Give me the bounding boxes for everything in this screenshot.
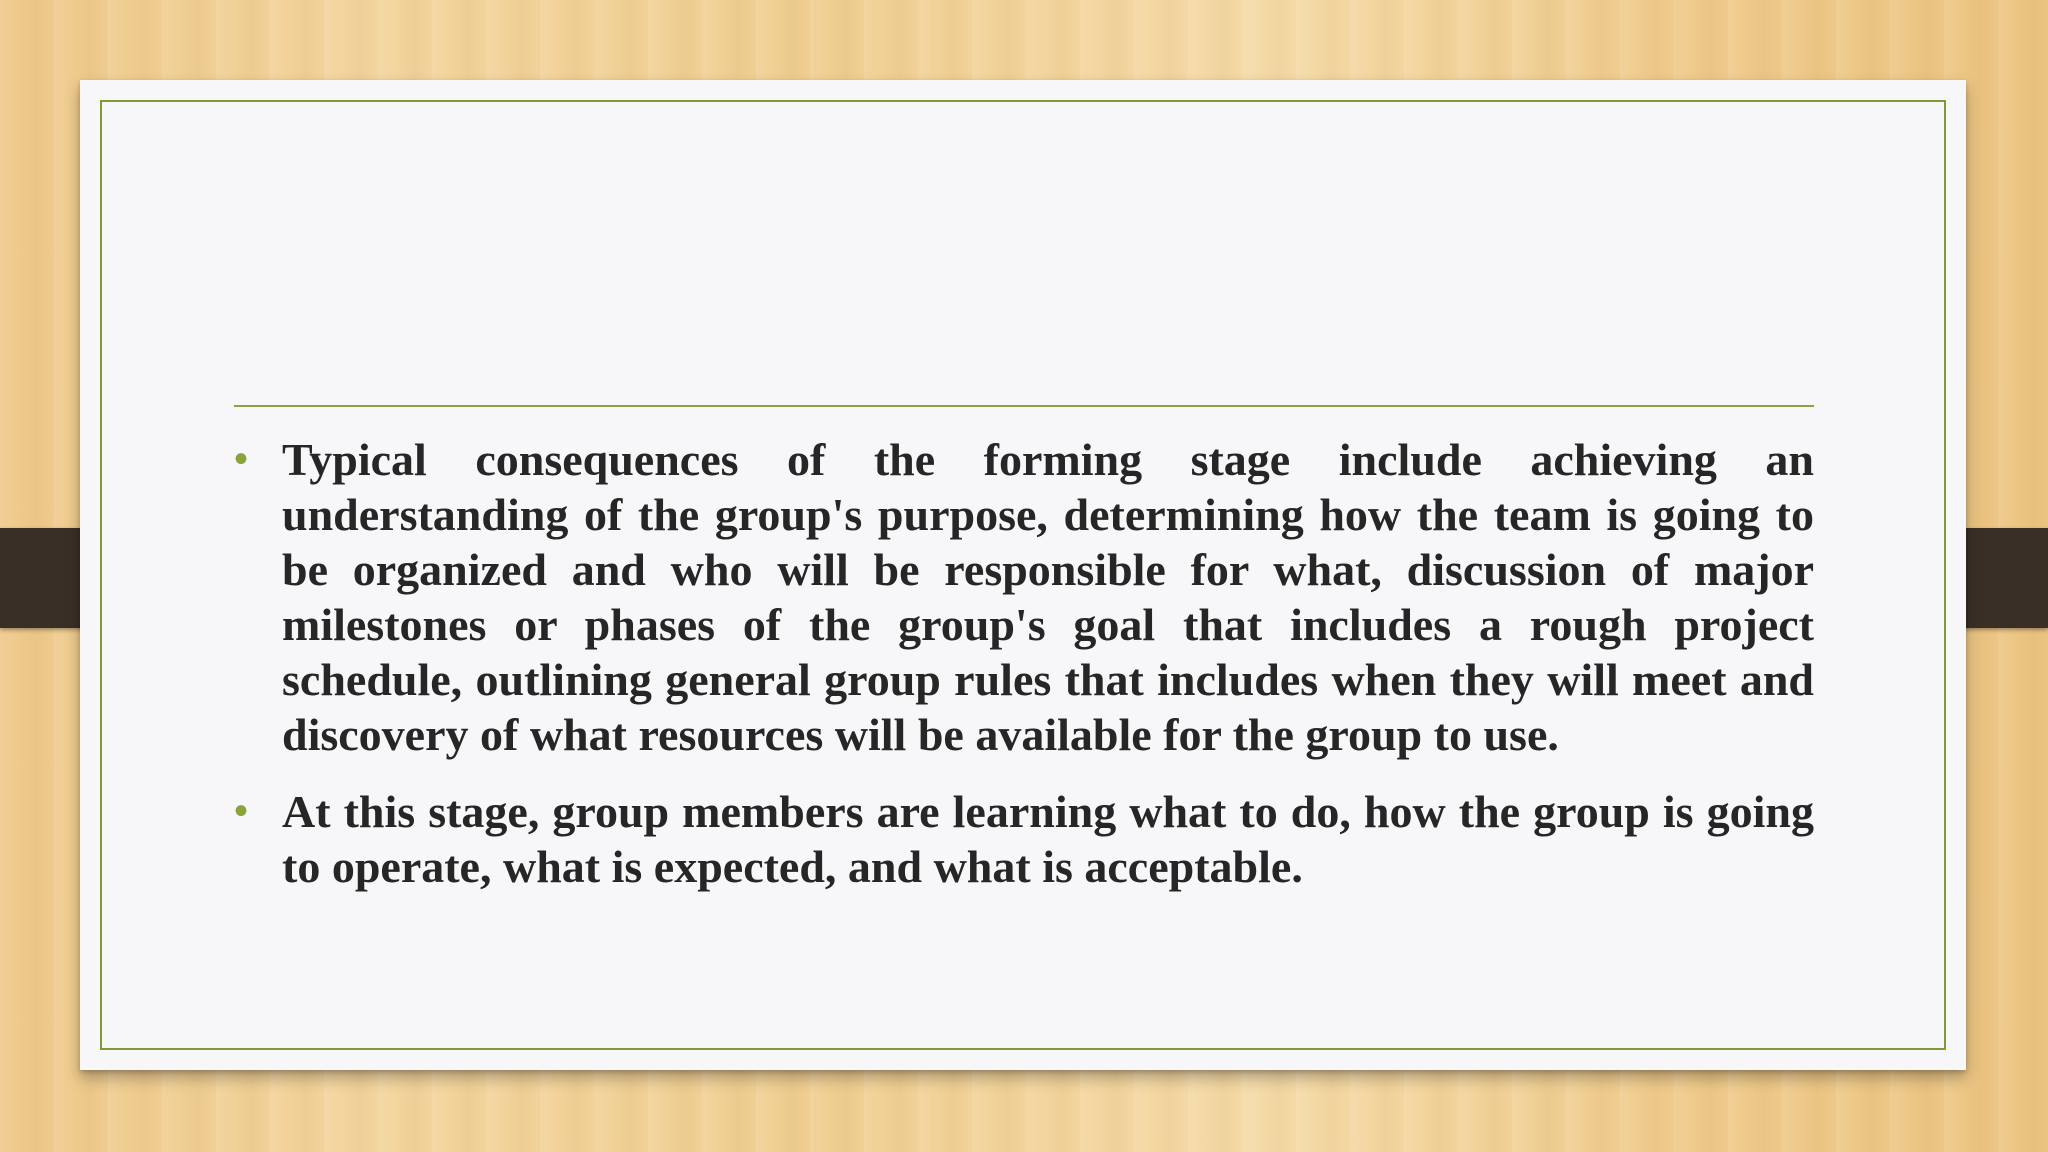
bullet-text: Typical consequences of the forming stage include achieving an understanding of the group's purpose, determining how the team is going to be organized and who will be responsible for what, discussion of major milestones or phases of the group's goal that includes a rough project schedule, outlining general group rules that includes when they will meet and discovery of what resources will be available for the group to use.	[282, 434, 1814, 760]
bullet-dot-icon: •	[234, 437, 249, 481]
bullet-item-2	[234, 784, 1814, 894]
bullet-list	[234, 432, 1814, 894]
bullet-item-1	[234, 432, 1814, 762]
bullet-dot-icon: •	[234, 789, 249, 833]
slide-card	[80, 80, 1966, 1070]
title-divider-line	[234, 405, 1814, 407]
bullet-text: At this stage, group members are learning what to do, how the group is going to operate, what is expected, and what is acceptable.	[282, 786, 1814, 892]
slide-body	[234, 432, 1814, 916]
